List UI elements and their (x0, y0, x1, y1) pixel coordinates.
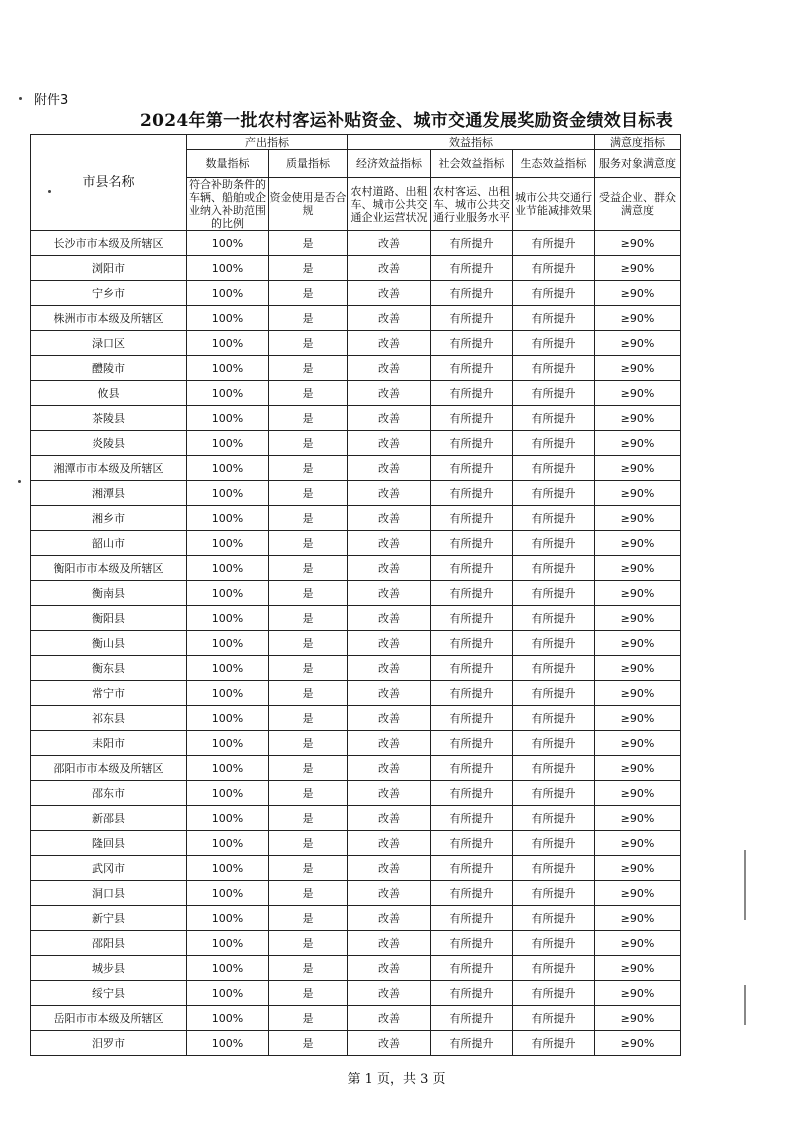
cell-economic: 改善 (348, 981, 431, 1006)
cell-quality: 是 (269, 981, 348, 1006)
cell-quantity: 100% (187, 931, 269, 956)
cell-ecological: 有所提升 (513, 831, 595, 856)
cell-economic: 改善 (348, 856, 431, 881)
cell-economic: 改善 (348, 381, 431, 406)
cell-quantity: 100% (187, 506, 269, 531)
cell-quantity: 100% (187, 431, 269, 456)
cell-city: 城步县 (31, 956, 187, 981)
cell-quantity: 100% (187, 306, 269, 331)
cell-quantity: 100% (187, 406, 269, 431)
cell-satisfaction: ≥90% (595, 556, 681, 581)
header-ecological-detail: 城市公共交通行业节能减排效果 (513, 178, 595, 231)
cell-satisfaction: ≥90% (595, 906, 681, 931)
cell-social: 有所提升 (431, 256, 513, 281)
cell-quantity: 100% (187, 606, 269, 631)
cell-quality: 是 (269, 306, 348, 331)
scan-edge-mark (744, 985, 746, 1025)
cell-satisfaction: ≥90% (595, 481, 681, 506)
page-title: 2024年第一批农村客运补贴资金、城市交通发展奖励资金绩效目标表 (140, 111, 673, 131)
cell-satisfaction: ≥90% (595, 856, 681, 881)
cell-economic: 改善 (348, 281, 431, 306)
cell-ecological: 有所提升 (513, 231, 595, 256)
cell-satisfaction: ≥90% (595, 1031, 681, 1056)
cell-social: 有所提升 (431, 856, 513, 881)
cell-social: 有所提升 (431, 306, 513, 331)
table-row (31, 556, 681, 581)
cell-quality: 是 (269, 1031, 348, 1056)
header-quality-detail: 资金使用是否合规 (269, 178, 348, 231)
cell-city: 醴陵市 (31, 356, 187, 381)
cell-ecological: 有所提升 (513, 781, 595, 806)
table-row (31, 906, 681, 931)
cell-quality: 是 (269, 681, 348, 706)
header-benefit-indicator: 效益指标 (348, 135, 595, 150)
cell-social: 有所提升 (431, 481, 513, 506)
cell-city: 耒阳市 (31, 731, 187, 756)
cell-economic: 改善 (348, 906, 431, 931)
table-row (31, 1031, 681, 1056)
cell-satisfaction: ≥90% (595, 531, 681, 556)
cell-social: 有所提升 (431, 931, 513, 956)
cell-social: 有所提升 (431, 631, 513, 656)
cell-quality: 是 (269, 706, 348, 731)
cell-satisfaction: ≥90% (595, 231, 681, 256)
table-row (31, 706, 681, 731)
cell-quantity: 100% (187, 881, 269, 906)
cell-economic: 改善 (348, 481, 431, 506)
cell-satisfaction: ≥90% (595, 431, 681, 456)
cell-social: 有所提升 (431, 456, 513, 481)
cell-social: 有所提升 (431, 231, 513, 256)
cell-ecological: 有所提升 (513, 506, 595, 531)
table-row (31, 331, 681, 356)
cell-social: 有所提升 (431, 381, 513, 406)
cell-economic: 改善 (348, 931, 431, 956)
header-service-satisfaction: 服务对象满意度 (595, 150, 681, 178)
table-row (31, 856, 681, 881)
header-economic-detail: 农村道路、出租车、城市公共交通企业运营状况 (348, 178, 431, 231)
cell-satisfaction: ≥90% (595, 756, 681, 781)
cell-quality: 是 (269, 556, 348, 581)
cell-satisfaction: ≥90% (595, 331, 681, 356)
cell-ecological: 有所提升 (513, 906, 595, 931)
cell-ecological: 有所提升 (513, 381, 595, 406)
attachment-label: 附件3 (34, 93, 69, 108)
cell-economic: 改善 (348, 806, 431, 831)
cell-quality: 是 (269, 606, 348, 631)
cell-city: 绥宁县 (31, 981, 187, 1006)
cell-social: 有所提升 (431, 731, 513, 756)
table-row (31, 781, 681, 806)
cell-economic: 改善 (348, 731, 431, 756)
cell-economic: 改善 (348, 606, 431, 631)
cell-satisfaction: ≥90% (595, 606, 681, 631)
table-row (31, 881, 681, 906)
cell-quality: 是 (269, 381, 348, 406)
cell-city: 祁东县 (31, 706, 187, 731)
table-body (31, 231, 681, 1056)
header-social-indicator: 社会效益指标 (431, 150, 513, 178)
table-row (31, 506, 681, 531)
cell-social: 有所提升 (431, 531, 513, 556)
cell-economic: 改善 (348, 831, 431, 856)
page-footer: 第 1 页，共 3 页 (347, 1072, 446, 1087)
cell-ecological: 有所提升 (513, 331, 595, 356)
cell-quantity: 100% (187, 781, 269, 806)
cell-social: 有所提升 (431, 681, 513, 706)
table-row (31, 931, 681, 956)
cell-ecological: 有所提升 (513, 731, 595, 756)
cell-economic: 改善 (348, 356, 431, 381)
header-social-detail: 农村客运、出租车、城市公共交通行业服务水平 (431, 178, 513, 231)
cell-economic: 改善 (348, 781, 431, 806)
cell-social: 有所提升 (431, 756, 513, 781)
cell-quality: 是 (269, 531, 348, 556)
table-row (31, 306, 681, 331)
cell-city: 湘潭市市本级及所辖区 (31, 456, 187, 481)
cell-satisfaction: ≥90% (595, 706, 681, 731)
cell-quantity: 100% (187, 681, 269, 706)
table-row (31, 731, 681, 756)
cell-quality: 是 (269, 1006, 348, 1031)
cell-quantity: 100% (187, 856, 269, 881)
cell-quantity: 100% (187, 731, 269, 756)
cell-social: 有所提升 (431, 431, 513, 456)
cell-satisfaction: ≥90% (595, 506, 681, 531)
cell-quantity: 100% (187, 906, 269, 931)
cell-quality: 是 (269, 931, 348, 956)
cell-satisfaction: ≥90% (595, 581, 681, 606)
cell-quantity: 100% (187, 706, 269, 731)
cell-quantity: 100% (187, 1031, 269, 1056)
cell-social: 有所提升 (431, 281, 513, 306)
table-row (31, 456, 681, 481)
cell-satisfaction: ≥90% (595, 981, 681, 1006)
cell-satisfaction: ≥90% (595, 381, 681, 406)
cell-ecological: 有所提升 (513, 356, 595, 381)
cell-economic: 改善 (348, 1031, 431, 1056)
table-row (31, 631, 681, 656)
cell-quantity: 100% (187, 981, 269, 1006)
cell-social: 有所提升 (431, 581, 513, 606)
cell-city: 新邵县 (31, 806, 187, 831)
cell-satisfaction: ≥90% (595, 881, 681, 906)
cell-city: 衡阳县 (31, 606, 187, 631)
cell-quality: 是 (269, 956, 348, 981)
cell-city: 韶山市 (31, 531, 187, 556)
table-row (31, 256, 681, 281)
cell-ecological: 有所提升 (513, 1006, 595, 1031)
cell-economic: 改善 (348, 956, 431, 981)
header-economic-indicator: 经济效益指标 (348, 150, 431, 178)
cell-economic: 改善 (348, 431, 431, 456)
cell-social: 有所提升 (431, 706, 513, 731)
table-row (31, 231, 681, 256)
cell-satisfaction: ≥90% (595, 1006, 681, 1031)
cell-ecological: 有所提升 (513, 581, 595, 606)
cell-quality: 是 (269, 231, 348, 256)
header-quantity-detail: 符合补助条件的车辆、船舶或企业纳入补助范围的比例 (187, 178, 269, 231)
cell-city: 株洲市市本级及所辖区 (31, 306, 187, 331)
cell-satisfaction: ≥90% (595, 631, 681, 656)
cell-quality: 是 (269, 406, 348, 431)
cell-social: 有所提升 (431, 781, 513, 806)
cell-quantity: 100% (187, 356, 269, 381)
cell-city: 岳阳市市本级及所辖区 (31, 1006, 187, 1031)
cell-ecological: 有所提升 (513, 756, 595, 781)
cell-city: 衡阳市市本级及所辖区 (31, 556, 187, 581)
cell-economic: 改善 (348, 406, 431, 431)
cell-social: 有所提升 (431, 956, 513, 981)
cell-ecological: 有所提升 (513, 931, 595, 956)
cell-quality: 是 (269, 881, 348, 906)
cell-economic: 改善 (348, 631, 431, 656)
table-row (31, 681, 681, 706)
header-satisfaction-detail: 受益企业、群众满意度 (595, 178, 681, 231)
cell-social: 有所提升 (431, 1006, 513, 1031)
table-row (31, 1006, 681, 1031)
cell-city: 邵阳市市本级及所辖区 (31, 756, 187, 781)
cell-ecological: 有所提升 (513, 706, 595, 731)
cell-quality: 是 (269, 806, 348, 831)
cell-quantity: 100% (187, 531, 269, 556)
cell-social: 有所提升 (431, 981, 513, 1006)
cell-quality: 是 (269, 756, 348, 781)
cell-city: 洞口县 (31, 881, 187, 906)
cell-city: 武冈市 (31, 856, 187, 881)
header-quality-indicator: 质量指标 (269, 150, 348, 178)
performance-target-table (30, 134, 681, 1056)
cell-economic: 改善 (348, 656, 431, 681)
header-ecological-indicator: 生态效益指标 (513, 150, 595, 178)
cell-city: 湘乡市 (31, 506, 187, 531)
cell-quality: 是 (269, 481, 348, 506)
cell-social: 有所提升 (431, 831, 513, 856)
cell-city: 衡东县 (31, 656, 187, 681)
cell-quantity: 100% (187, 481, 269, 506)
cell-ecological: 有所提升 (513, 981, 595, 1006)
cell-satisfaction: ≥90% (595, 931, 681, 956)
cell-ecological: 有所提升 (513, 481, 595, 506)
cell-quality: 是 (269, 856, 348, 881)
cell-city: 邵阳县 (31, 931, 187, 956)
cell-city: 炎陵县 (31, 431, 187, 456)
cell-city: 邵东市 (31, 781, 187, 806)
cell-quality: 是 (269, 631, 348, 656)
cell-quantity: 100% (187, 631, 269, 656)
cell-social: 有所提升 (431, 331, 513, 356)
scan-edge-mark (744, 850, 746, 920)
table-row (31, 756, 681, 781)
table-row (31, 831, 681, 856)
cell-ecological: 有所提升 (513, 256, 595, 281)
header-quantity-indicator: 数量指标 (187, 150, 269, 178)
cell-quality: 是 (269, 656, 348, 681)
cell-city: 常宁市 (31, 681, 187, 706)
cell-social: 有所提升 (431, 556, 513, 581)
table-row (31, 956, 681, 981)
cell-ecological: 有所提升 (513, 306, 595, 331)
cell-ecological: 有所提升 (513, 631, 595, 656)
cell-city: 长沙市市本级及所辖区 (31, 231, 187, 256)
cell-economic: 改善 (348, 1006, 431, 1031)
cell-satisfaction: ≥90% (595, 281, 681, 306)
cell-ecological: 有所提升 (513, 656, 595, 681)
cell-quality: 是 (269, 281, 348, 306)
cell-ecological: 有所提升 (513, 431, 595, 456)
cell-city: 茶陵县 (31, 406, 187, 431)
cell-city: 衡山县 (31, 631, 187, 656)
cell-satisfaction: ≥90% (595, 956, 681, 981)
cell-quantity: 100% (187, 756, 269, 781)
cell-economic: 改善 (348, 256, 431, 281)
cell-social: 有所提升 (431, 881, 513, 906)
cell-quality: 是 (269, 356, 348, 381)
table-row (31, 531, 681, 556)
cell-quantity: 100% (187, 256, 269, 281)
cell-quantity: 100% (187, 281, 269, 306)
cell-social: 有所提升 (431, 356, 513, 381)
cell-social: 有所提升 (431, 406, 513, 431)
cell-satisfaction: ≥90% (595, 781, 681, 806)
table-row (31, 581, 681, 606)
cell-quality: 是 (269, 731, 348, 756)
cell-quantity: 100% (187, 806, 269, 831)
cell-ecological: 有所提升 (513, 881, 595, 906)
cell-social: 有所提升 (431, 506, 513, 531)
cell-city: 渌口区 (31, 331, 187, 356)
cell-city: 隆回县 (31, 831, 187, 856)
table-row (31, 281, 681, 306)
cell-economic: 改善 (348, 506, 431, 531)
cell-economic: 改善 (348, 681, 431, 706)
table-row (31, 981, 681, 1006)
cell-quantity: 100% (187, 581, 269, 606)
cell-city: 攸县 (31, 381, 187, 406)
scan-speck (48, 190, 51, 193)
cell-satisfaction: ≥90% (595, 731, 681, 756)
cell-ecological: 有所提升 (513, 281, 595, 306)
table-row (31, 356, 681, 381)
cell-economic: 改善 (348, 231, 431, 256)
cell-economic: 改善 (348, 556, 431, 581)
cell-social: 有所提升 (431, 1031, 513, 1056)
cell-ecological: 有所提升 (513, 456, 595, 481)
cell-satisfaction: ≥90% (595, 456, 681, 481)
cell-economic: 改善 (348, 581, 431, 606)
table-row (31, 381, 681, 406)
cell-quantity: 100% (187, 231, 269, 256)
cell-satisfaction: ≥90% (595, 406, 681, 431)
table-row (31, 806, 681, 831)
cell-economic: 改善 (348, 306, 431, 331)
cell-ecological: 有所提升 (513, 956, 595, 981)
cell-ecological: 有所提升 (513, 406, 595, 431)
cell-quality: 是 (269, 331, 348, 356)
cell-city: 浏阳市 (31, 256, 187, 281)
cell-city: 湘潭县 (31, 481, 187, 506)
cell-quality: 是 (269, 256, 348, 281)
table-row (31, 406, 681, 431)
cell-ecological: 有所提升 (513, 531, 595, 556)
cell-economic: 改善 (348, 706, 431, 731)
cell-quantity: 100% (187, 1006, 269, 1031)
cell-ecological: 有所提升 (513, 681, 595, 706)
cell-quality: 是 (269, 781, 348, 806)
cell-city: 汨罗市 (31, 1031, 187, 1056)
cell-satisfaction: ≥90% (595, 356, 681, 381)
cell-quality: 是 (269, 831, 348, 856)
table-row (31, 606, 681, 631)
header-city-name: 市县名称 (31, 135, 187, 231)
cell-quality: 是 (269, 506, 348, 531)
scan-speck (19, 97, 22, 100)
cell-quantity: 100% (187, 956, 269, 981)
cell-social: 有所提升 (431, 806, 513, 831)
cell-quality: 是 (269, 431, 348, 456)
cell-quantity: 100% (187, 831, 269, 856)
cell-ecological: 有所提升 (513, 556, 595, 581)
cell-social: 有所提升 (431, 906, 513, 931)
cell-quantity: 100% (187, 331, 269, 356)
cell-city: 宁乡市 (31, 281, 187, 306)
cell-ecological: 有所提升 (513, 1031, 595, 1056)
cell-satisfaction: ≥90% (595, 681, 681, 706)
cell-city: 衡南县 (31, 581, 187, 606)
cell-ecological: 有所提升 (513, 606, 595, 631)
scan-speck (18, 480, 21, 483)
cell-satisfaction: ≥90% (595, 831, 681, 856)
cell-satisfaction: ≥90% (595, 256, 681, 281)
cell-quality: 是 (269, 456, 348, 481)
cell-social: 有所提升 (431, 606, 513, 631)
cell-ecological: 有所提升 (513, 856, 595, 881)
cell-quantity: 100% (187, 656, 269, 681)
cell-economic: 改善 (348, 531, 431, 556)
table-row (31, 481, 681, 506)
cell-quantity: 100% (187, 456, 269, 481)
cell-economic: 改善 (348, 331, 431, 356)
header-output-indicator: 产出指标 (187, 135, 348, 150)
table-row (31, 656, 681, 681)
cell-quantity: 100% (187, 381, 269, 406)
cell-social: 有所提升 (431, 656, 513, 681)
cell-quality: 是 (269, 906, 348, 931)
cell-economic: 改善 (348, 456, 431, 481)
cell-economic: 改善 (348, 881, 431, 906)
cell-satisfaction: ≥90% (595, 656, 681, 681)
cell-satisfaction: ≥90% (595, 306, 681, 331)
cell-economic: 改善 (348, 756, 431, 781)
cell-satisfaction: ≥90% (595, 806, 681, 831)
header-satisfaction-indicator: 满意度指标 (595, 135, 681, 150)
cell-quantity: 100% (187, 556, 269, 581)
cell-city: 新宁县 (31, 906, 187, 931)
cell-quality: 是 (269, 581, 348, 606)
table-row (31, 431, 681, 456)
cell-ecological: 有所提升 (513, 806, 595, 831)
